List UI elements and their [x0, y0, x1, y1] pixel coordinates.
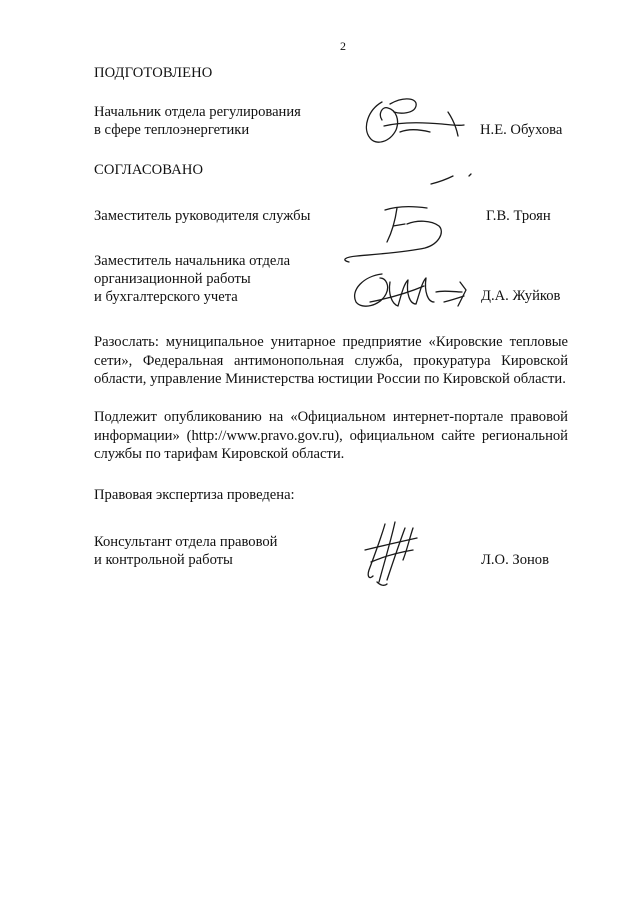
signature-obukhova: [360, 92, 480, 152]
signature-troyan: [335, 168, 475, 268]
prepared-position-line1: Начальник отдела регулирования: [94, 104, 301, 120]
page-number: 2: [340, 39, 346, 53]
agreed-signer2-position-line3: и бухгалтерского учета: [94, 289, 238, 305]
agreed-signer1-name: Г.В. Троян: [486, 208, 551, 224]
agreed-heading: СОГЛАСОВАНО: [94, 162, 204, 178]
agreed-signer2-position-line2: организационной работы: [94, 271, 251, 287]
signature-zonov: [355, 520, 435, 590]
distribution-paragraph: Разослать: муниципальное унитарное предприятие «Кировские тепловые сети», Федеральная антимонопольная служба, прокуратура Кировской области, управление Министерства юстиции России по Кировской области.: [94, 334, 568, 387]
publication-paragraph: Подлежит опубликованию на «Официальном интернет-портале правовой информации» (http://www.pravo.gov.ru), официальном сайте региональной службы по тарифам Кировской области.: [94, 409, 568, 462]
prepared-heading: ПОДГОТОВЛЕНО: [94, 65, 213, 81]
agreed-signer1-position: Заместитель руководителя службы: [94, 208, 311, 224]
prepared-position-line2: в сфере теплоэнергетики: [94, 122, 250, 138]
legal-review-signer-name: Л.О. Зонов: [481, 552, 549, 568]
prepared-signer-name: Н.Е. Обухова: [480, 122, 563, 138]
legal-review-position-line2: и контрольной работы: [94, 552, 233, 568]
agreed-signer2-name: Д.А. Жуйков: [481, 288, 561, 304]
legal-review-statement: Правовая экспертиза проведена:: [94, 487, 295, 503]
legal-review-position-line1: Консультант отдела правовой: [94, 534, 278, 550]
agreed-signer2-position-line1: Заместитель начальника отдела: [94, 253, 291, 269]
signature-zhuikov: [340, 262, 480, 322]
